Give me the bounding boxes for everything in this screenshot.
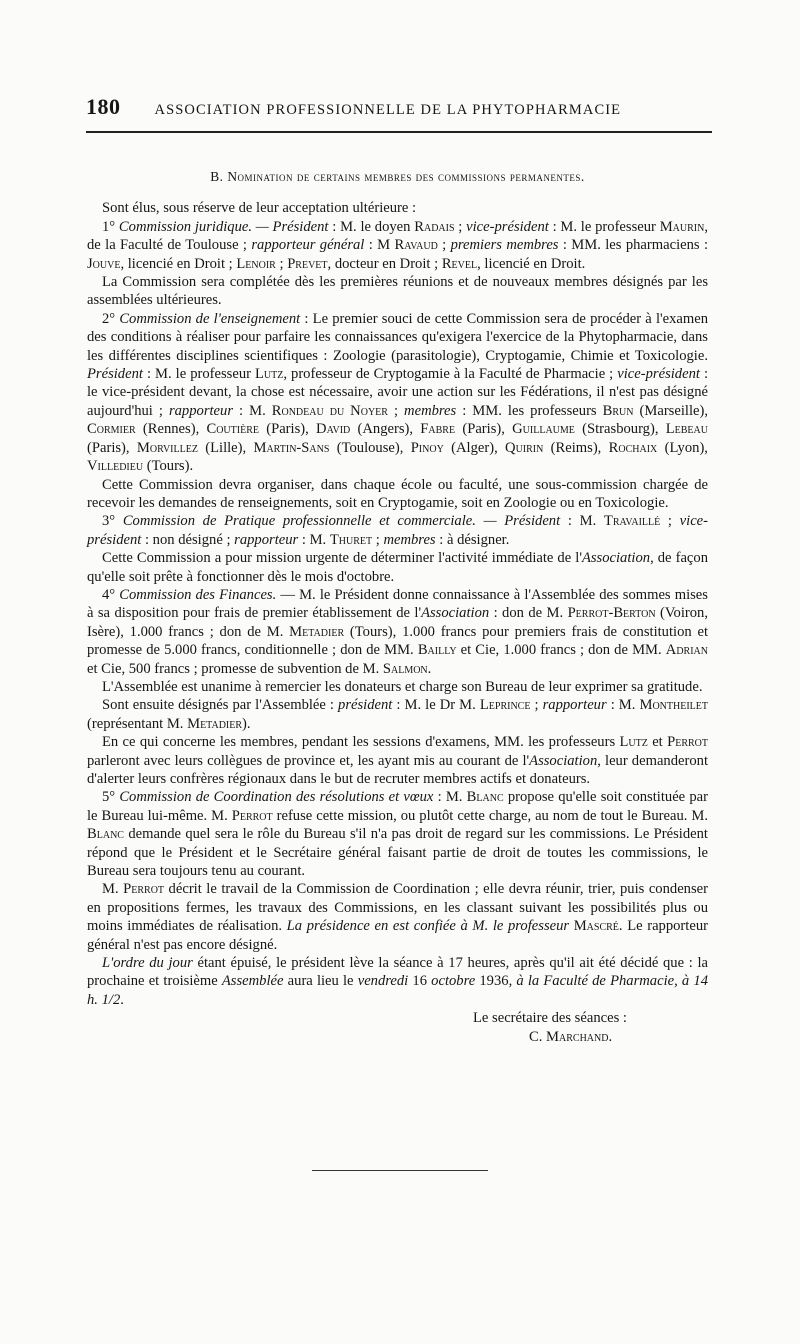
- running-title: ASSOCIATION PROFESSIONNELLE DE LA PHYTOPHARMACIE: [154, 102, 622, 118]
- section-heading: [87, 168, 708, 186]
- commission-completion-paragraph: La Commission sera complétée dès les premières réunions et de nouveaux membres désignés par les assemblées ultérieures.: [87, 274, 708, 309]
- sous-commission-paragraph: Cette Commission devra organiser, dans chaque école ou faculté, une sous-commission chargée de recevoir les demandes de renseignements, soit en Cryptogamie, soit en Zoologie ou en Toxicologie.: [87, 476, 708, 511]
- header-rule: [86, 131, 712, 133]
- commission-pratique-paragraph: 3° Commission de Pratique professionnelle et commerciale. — Président : M. Travaillé ; vice-président : non désigné ; rapporteur : M. Thuret ; membres : à désigner.: [87, 513, 709, 548]
- page-number: 180: [86, 94, 121, 119]
- intro-paragraph: Sont élus, sous réserve de leur acceptation ultérieure :: [102, 200, 417, 217]
- section-letter: B.: [210, 169, 224, 184]
- commission-finances-paragraph: 4° Commission des Finances. — M. le Président donne connaissance à l'Assemblée des sommes mises à sa disposition pour frais de premier établissement de l'Association : don de M. Perrot-Berton (Voiron, Isère), 1.000 francs ; don de M. Metadier (Tours), 1.000 francs pour premiers frais de constitution et promesse de 5.000 francs, conditionnelle ; don de MM. Bailly et Cie, 1.000 francs ; don de MM. Adrian et Cie, 500 francs ; promesse de subvention de M. Salmon.: [87, 586, 708, 677]
- mission-paragraph: Cette Commission a pour mission urgente de déterminer l'activité immédiate de l'Association, de façon qu'elle soit prête à fonctionner dès le mois d'octobre.: [87, 550, 708, 585]
- membres-paragraph: En ce qui concerne les membres, pendant les sessions d'examens, MM. les professeurs Lutz et Perrot parleront avec leurs collègues de province et, les ayant mis au courant de l'Association, leur demanderont d'alerter leurs confrères régionaux dans le but de recruter membres actifs et donateurs.: [87, 734, 708, 787]
- signature-block: [87, 1009, 708, 1046]
- signature-name: C. Marchand.: [529, 1028, 613, 1045]
- commission-juridique-paragraph: 1° Commission juridique. — Président : M. le doyen Radais ; vice-président : M. le professeur Maurin, de la Faculté de Toulouse ; rapporteur général : M Ravaud ; premiers membres : MM. les pharmaciens : Jouve, licencié en Droit ; Lenoir ; Prevet, docteur en Droit ; Revel, licencié en Droit.: [87, 218, 709, 272]
- remerciements-paragraph: L'Assemblée est unanime à remercier les donateurs et charge son Bureau de leur exprimer sa gratitude.: [102, 678, 703, 695]
- page-header: [86, 94, 710, 120]
- section-title: Nomination de certains membres des commissions permanentes.: [227, 169, 585, 184]
- designations-paragraph: Sont ensuite désignés par l'Assemblée : président : M. le Dr M. Leprince ; rapporteur : M. Montheilet (représentant M. Metadier).: [87, 697, 708, 732]
- commission-enseignement-paragraph: 2° Commission de l'enseignement : Le premier souci de cette Commission sera de procéder à l'examen des conditions à réaliser pour parfaire les connaissances qu'exigera l'exercice de la Phytopharmacie, dans les différentes disciplines scientifiques : Zoologie (parasitologie), Cryptogamie, Chimie et Toxicologie. Président : M. le professeur Lutz, professeur de Cryptogamie à la Faculté de Pharmacie ; vice-président : le vice-président devant, la chose est nécessaire, avoir une action sur les Fédérations, il n'est pas désigné aujourd'hui ; rapporteur : M. Rondeau du Noyer ; membres : MM. les professeurs Brun (Marseille), Cormier (Rennes), Coutière (Paris), David (Angers), Fabre (Paris), Guillaume (Strasbourg), Lebeau (Paris), Morvillez (Lille), Martin-Sans (Toulouse), Pinoy (Alger), Quirin (Reims), Rochaix (Lyon), Villedieu (Tours).: [87, 310, 709, 475]
- closing-paragraph: L'ordre du jour étant épuisé, le président lève la séance à 17 heures, après qu'il ait été décidé que : la prochaine et troisième Assemblée aura lieu le vendredi 16 octobre 1936, à la Faculté de Pharmacie, à 14 h. 1/2.: [87, 955, 708, 1008]
- footer-rule: [312, 1170, 488, 1171]
- document-body: [87, 168, 708, 1046]
- commission-coordination-paragraph: 5° Commission de Coordination des résolutions et vœux : M. Blanc propose qu'elle soit constituée par le Bureau lui-même. M. Perrot refuse cette mission, ou plutôt cette charge, au nom de tout le Bureau. M. Blanc demande quel sera le rôle du Bureau s'il n'a pas droit de regard sur les commissions. Le Président répond que le Président et le Secrétaire général faisant partie de droit de toutes les commissions, le Bureau sera toujours tenu au courant.: [87, 789, 709, 880]
- signature-role: Le secrétaire des séances :: [473, 1010, 627, 1027]
- coordination-work-paragraph: M. Perrot décrit le travail de la Commission de Coordination ; elle devra réunir, trier, puis condenser en propositions fermes, les travaux des Commissions, en les classant suivant les possibilités plus ou moins immédiates de réalisation. La présidence en est confiée à M. le professeur Mascré. Le rapporteur général n'est pas encore désigné.: [87, 881, 708, 953]
